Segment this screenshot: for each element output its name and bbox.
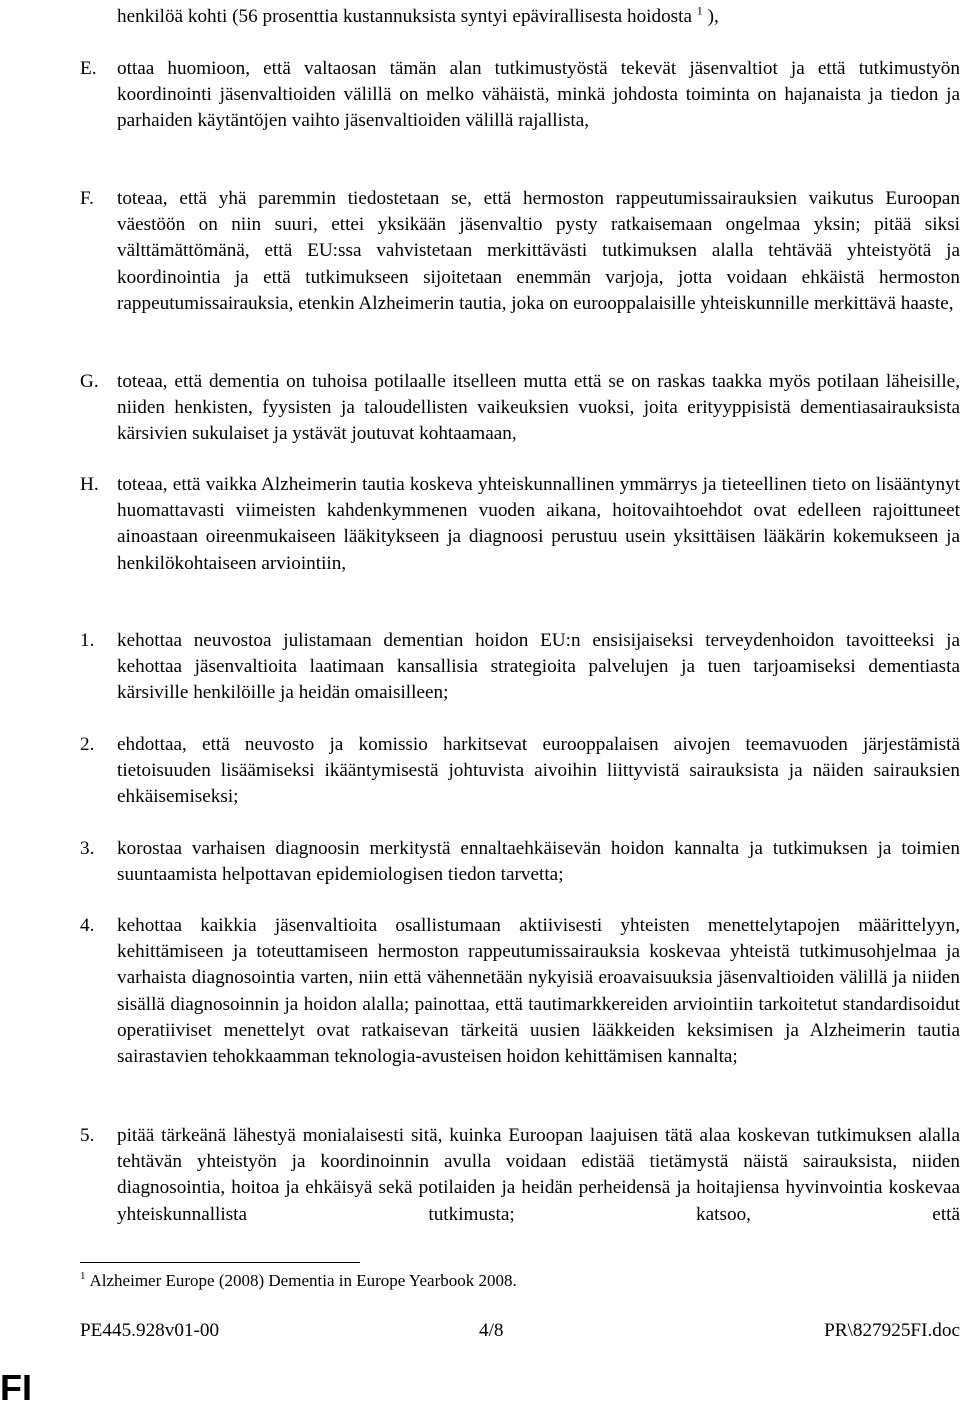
footnote-separator	[80, 1262, 360, 1263]
language-code: FI	[0, 1367, 32, 1408]
footnote-text: Alzheimer Europe (2008) Dementia in Europe Yearbook 2008.	[89, 1271, 517, 1290]
paragraph-text: toteaa, että vaikka Alzheimerin tautia koskeva yhteiskunnallinen ymmärrys ja tieteellinen tieto on lisääntynyt huomattavasti viimeisten kahdenkymmenen vuoden aikana, hoitovaihtoehdot ovat edelleen rajoittuneet ainoastaan oireenmukaiseen lääkitykseen ja diagnoosi perustuu usein yksittäisen lääkärin kokemukseen ja henkilökohtaiseen arviointiin,	[117, 474, 960, 574]
footer-page-number: 4/8	[479, 1320, 504, 1341]
paragraph-marker: 1.	[80, 630, 95, 651]
paragraph-marker: 5.	[80, 1125, 95, 1146]
paragraph-marker: 3.	[80, 838, 95, 859]
paragraph-e	[80, 56, 960, 135]
paragraph-4	[80, 913, 960, 1070]
intro-tail: ),	[707, 6, 719, 27]
paragraph-f	[80, 186, 960, 317]
intro-text	[80, 4, 960, 30]
paragraph-text: ottaa huomioon, että valtaosan tämän alan tutkimustyöstä tekevät jäsenvaltiot ja että tutkimustyön koordinointi jäsenvaltioiden välillä on melko vähäistä, minkä johdosta toiminta on hajanaista ja tiedon ja parhaiden käytäntöjen vaihto jäsenvaltioiden välillä rajallista,	[117, 58, 960, 132]
paragraph-g	[80, 369, 960, 448]
paragraph-text: kehottaa neuvostoa julistamaan dementian hoidon EU:n ensisijaiseksi terveydenhoidon tavoitteeksi ja kehottaa jäsenvaltioita laatimaan kansallisia strategioita palvelujen ja tuen tarjoamiseksi dementiasta kärsiville henkilöille ja heidän omaisilleen;	[117, 630, 960, 704]
paragraph-marker: F.	[80, 188, 94, 209]
footnote-reference[interactable]: 1	[696, 3, 703, 18]
paragraph-h	[80, 472, 960, 577]
paragraph-5	[80, 1123, 960, 1228]
paragraph-text: toteaa, että yhä paremmin tiedostetaan se, että hermoston rappeutumissairauksien vaikutus Euroopan väestöön on niin suuri, ettei yksikään jäsenvaltio pysty ratkaisemaan ongelmaa yksin; pitää siksi välttämättömänä, että EU:ssa vahvistetaan merkittävästi tutkimuksen alalla tehtävää yhteistyötä ja koordinointia ja että tutkimukseen sijoitetaan enemmän varjoja, jotta voidaan ehkäistä hermoston rappeutumissairauksia, etenkin Alzheimerin tautia, joka on eurooppalaisille yhteiskunnille merkittävä haaste,	[117, 188, 960, 314]
footer-doc-ref: PE445.928v01-00	[80, 1320, 220, 1341]
paragraph-text: ehdottaa, että neuvosto ja komissio harkitsevat eurooppalaisen aivojen teemavuoden järjestämistä tietoisuuden lisäämiseksi ikääntymisestä johtuvista aivoihin liittyvistä sairauksista ja näiden sairauksien ehkäisemiseksi;	[117, 734, 960, 808]
paragraph-text: pitää tärkeänä lähestyä monialaisesti sitä, kuinka Euroopan laajuisen tätä alaa koskevan tutkimuksen alalla tehtävän yhteistyön ja koordinoinnin avulla voidaan edistää tietämystä näistä sairauksista, niiden diagnosointia, hoitoa ja ehkäisyä sekä potilaiden ja heidän perheidensä ja hoitajiensa hyvinvointia koskevaa yhteiskunnallista tutkimusta; katsoo, että	[117, 1125, 960, 1225]
intro-line: henkilöä kohti (56 prosenttia kustannuksista syntyi epävirallisesta hoidosta	[117, 6, 692, 27]
paragraph-marker: G.	[80, 371, 99, 392]
paragraph-marker: 4.	[80, 915, 95, 936]
paragraph-marker: 2.	[80, 734, 95, 755]
footer-file-name: PR\827925FI.doc	[824, 1320, 960, 1341]
paragraph-3	[80, 836, 960, 888]
paragraph-marker: H.	[80, 474, 99, 495]
paragraph-text: toteaa, että dementia on tuhoisa potilaalle itselleen mutta että se on raskas taakka myös potilaan läheisille, niiden henkisten, fyysisten ja taloudellisten vaikeuksien vuoksi, joita erityyppisistä dementiasairauksista kärsivien sukulaiset ja ystävät joutuvat kohtaamaan,	[117, 371, 960, 445]
footnote-number: 1	[80, 1270, 86, 1283]
paragraph-text: korostaa varhaisen diagnoosin merkitystä ennaltaehkäisevän hoidon kannalta ja tutkimuksen ja toimien suuntaamista helpottavan epidemiologisen tiedon tarvetta;	[117, 838, 960, 886]
paragraph-marker: E.	[80, 58, 97, 79]
paragraph-text: kehottaa kaikkia jäsenvaltioita osallistumaan aktiivisesti yhteisten menettelytapojen määrittelyyn, kehittämiseen ja toteuttamiseen hermoston rappeutumissairauksia koskevaa yhteistä tutkimusohjelmaa ja varhaista diagnosointia varten, niin että vähennetään nykyisiä eroavaisuuksia jäsenvaltioiden välillä ja niiden sisällä diagnosoinnin ja hoidon alalla; painottaa, että tautimarkkereiden arviointiin tarkoitetut standardisoidut operatiiviset menettelyt ovat ratkaisevan tärkeitä uusien lääkkeiden keksimisen ja Alzheimerin tautia sairastavien tehokkaamman teknologia-avusteisen hoidon kehittämisen kannalta;	[117, 915, 960, 1068]
paragraph-1	[80, 628, 960, 707]
footnote	[80, 1270, 517, 1292]
paragraph-2	[80, 732, 960, 811]
